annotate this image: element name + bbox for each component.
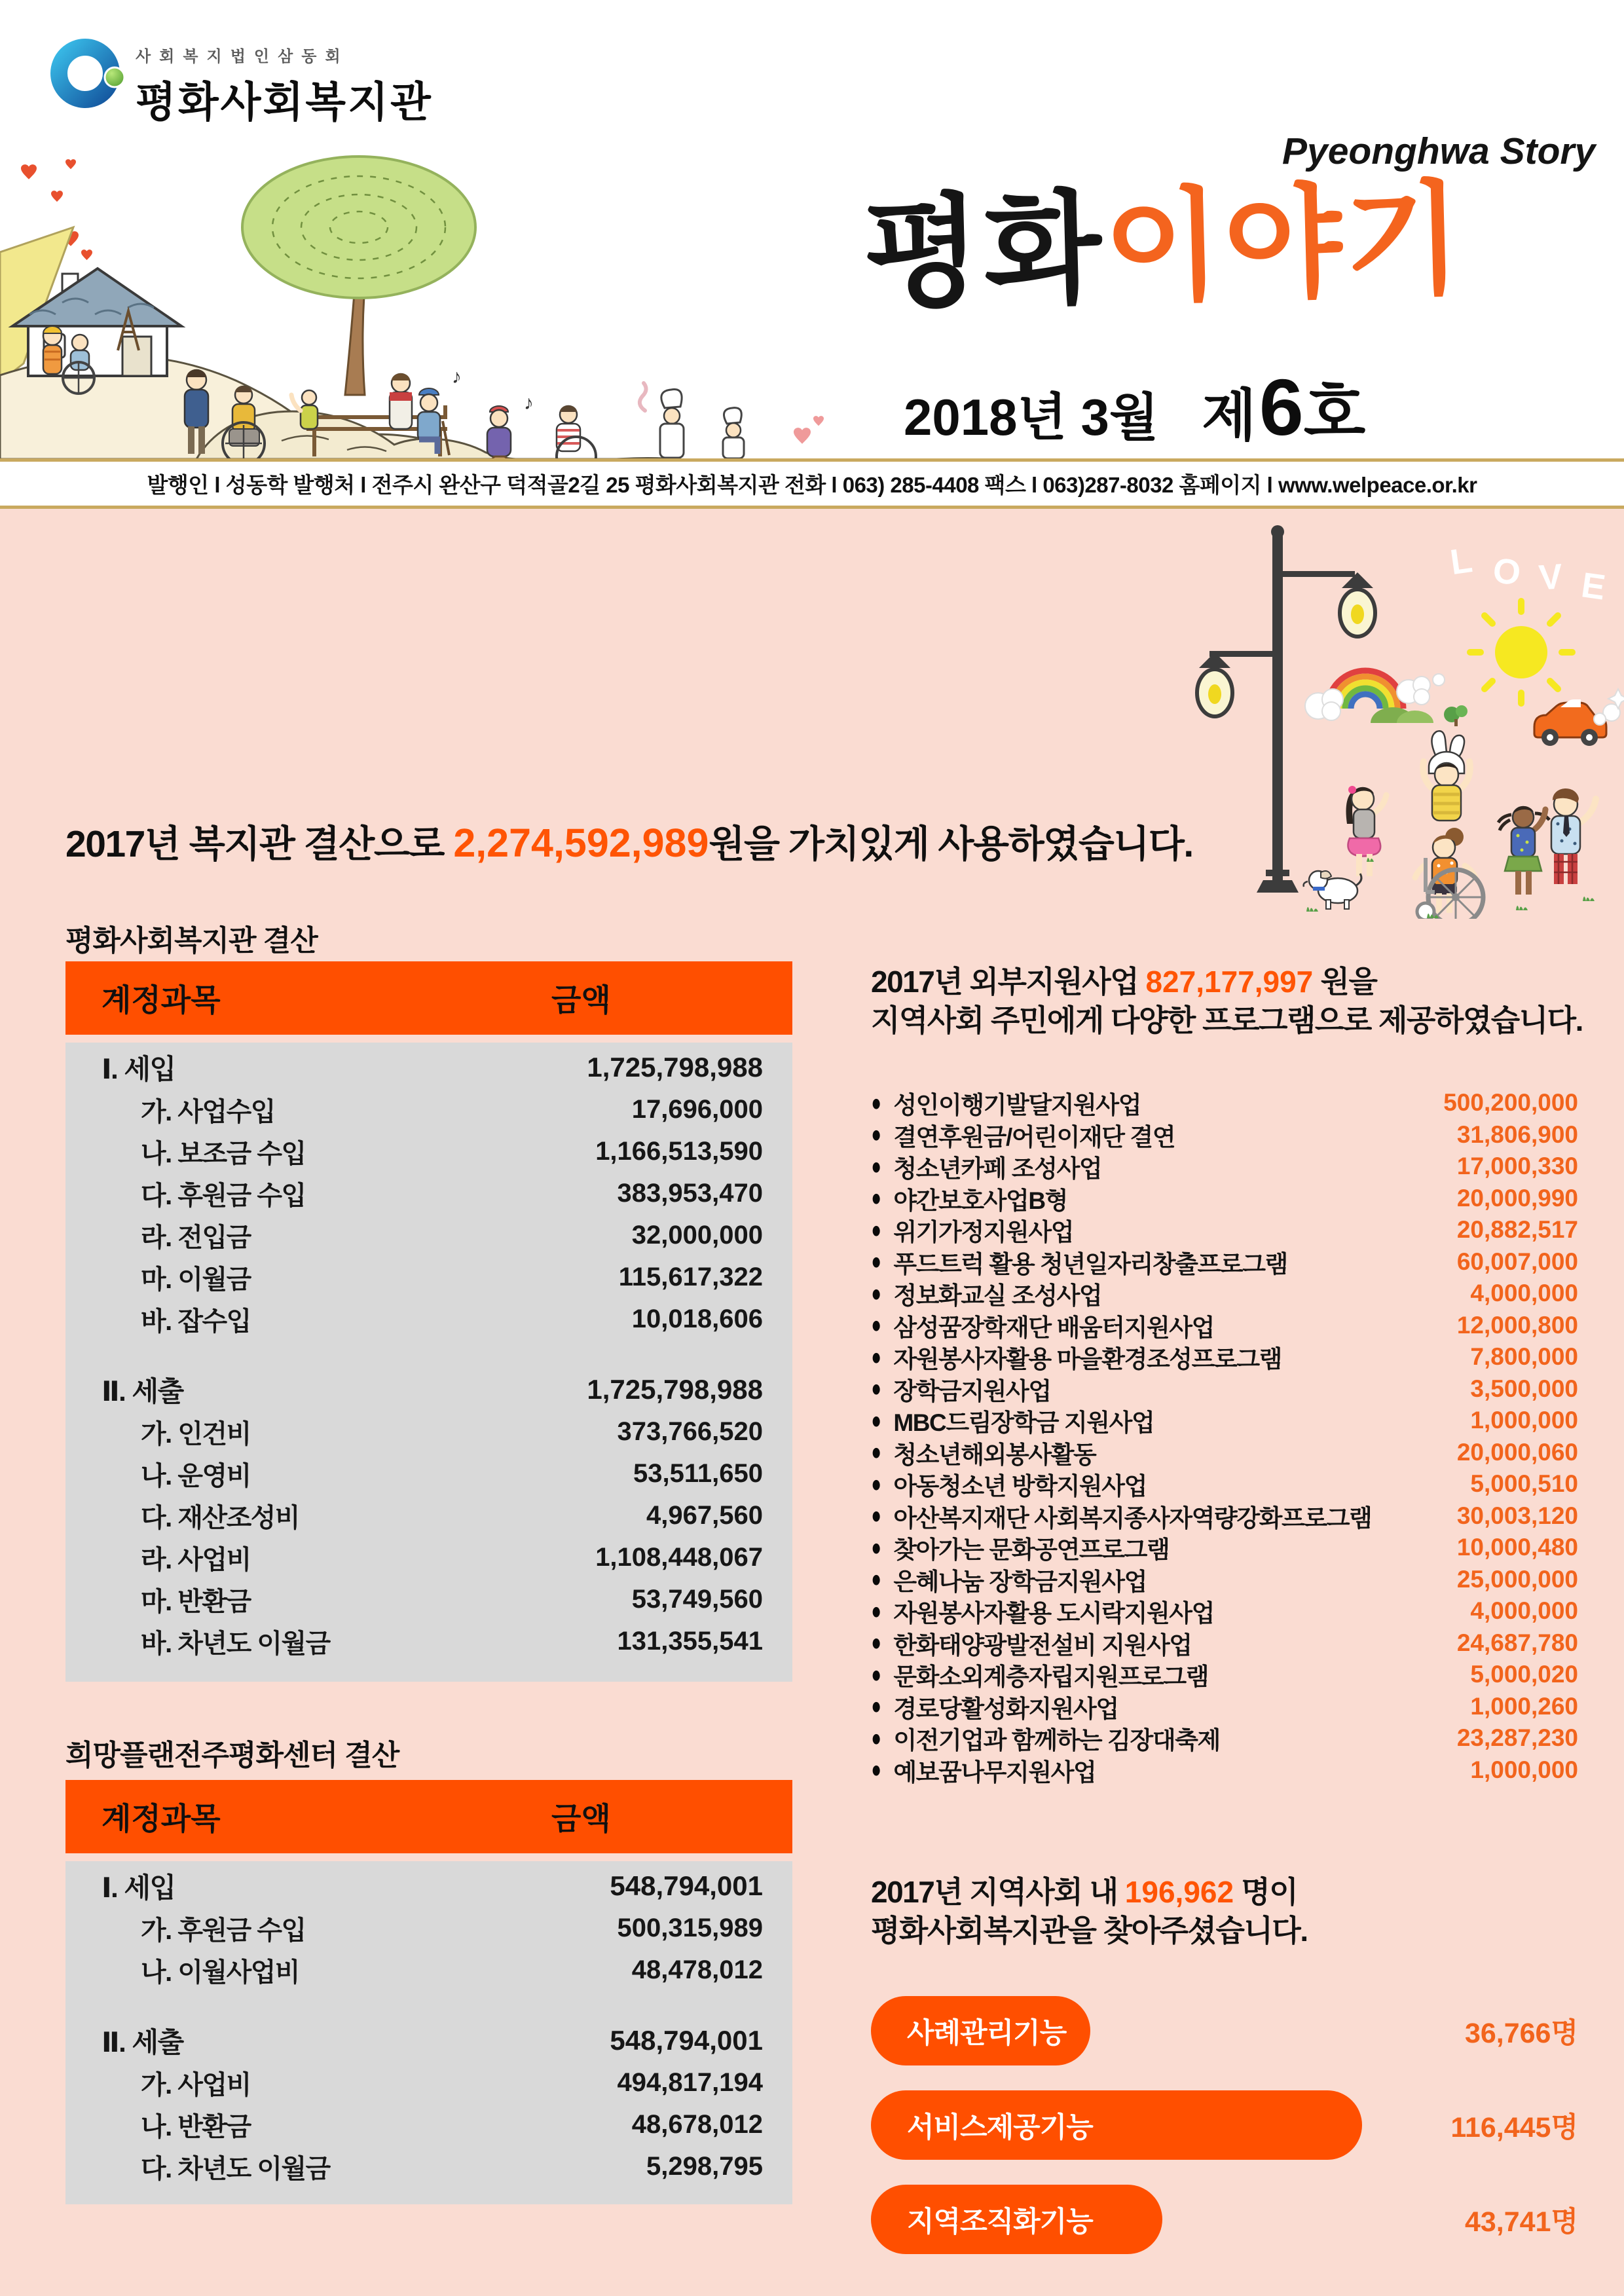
table-row bbox=[65, 1172, 792, 1214]
bullet-icon: ● bbox=[871, 1280, 881, 1306]
project-label: 청소년해외봉사활동 bbox=[893, 1441, 1096, 1468]
account-label: 가. 후원금 수입 bbox=[141, 1916, 306, 1945]
list-item bbox=[871, 1691, 1578, 1723]
masthead-subtitle: Pyeonghwa Story bbox=[1282, 130, 1596, 172]
list-item bbox=[871, 1468, 1578, 1500]
account-label: 다. 차년도 이월금 bbox=[141, 2154, 330, 2183]
account-amount: 383,953,470 bbox=[617, 1178, 763, 1208]
project-label: 결연후원금/어린이재단 결연 bbox=[893, 1123, 1175, 1151]
org-name-large: 평화사회복지관 bbox=[136, 79, 433, 126]
bullet-icon: ● bbox=[871, 1089, 881, 1116]
table-row bbox=[65, 2062, 792, 2103]
wheelchair-girl-figure bbox=[1415, 828, 1483, 919]
bullet-icon: ● bbox=[871, 1502, 881, 1529]
project-label: 예보꿈나무지원사업 bbox=[893, 1758, 1096, 1786]
list-item bbox=[871, 1405, 1578, 1437]
list-item bbox=[871, 1119, 1578, 1151]
svg-text:O: O bbox=[1491, 551, 1523, 593]
function-count: 36,766명 bbox=[1464, 2017, 1578, 2049]
account-label: 나. 반환금 bbox=[141, 2112, 251, 2141]
bullet-icon: ● bbox=[871, 1343, 881, 1370]
table-row bbox=[65, 2020, 792, 2062]
sun-icon bbox=[1470, 601, 1572, 703]
account-amount: 5,298,795 bbox=[646, 2151, 763, 2181]
ext-line1-amount: 827,177,997 bbox=[1145, 965, 1314, 999]
issue-line bbox=[904, 361, 1365, 454]
function-label: 지역조직화기능 bbox=[907, 2206, 1093, 2238]
account-amount: 48,478,012 bbox=[631, 1955, 763, 1984]
bullet-icon: ● bbox=[871, 1311, 881, 1339]
bullet-icon: ● bbox=[871, 1661, 881, 1688]
project-amount: 60,007,000 bbox=[1456, 1248, 1578, 1275]
bullet-icon: ● bbox=[871, 1534, 881, 1561]
girl-braids-figure bbox=[1498, 806, 1549, 895]
project-label: 경로당활성화지원사업 bbox=[893, 1695, 1118, 1722]
bullet-icon: ● bbox=[871, 1724, 881, 1751]
project-label: 위기가정지원사업 bbox=[893, 1219, 1074, 1246]
headline-amount: 2,274,592,989 bbox=[453, 821, 709, 865]
table-row bbox=[65, 1620, 792, 1662]
account-amount: 48,678,012 bbox=[631, 2109, 763, 2139]
col-account: 계정과목 bbox=[101, 1801, 221, 1836]
account-label: 라. 전입금 bbox=[141, 1223, 251, 1252]
table-row bbox=[65, 2103, 792, 2145]
bullet-icon: ● bbox=[871, 1248, 881, 1275]
ext-line2: 지역사회 주민에게 다양한 프로그램으로 제공하였습니다. bbox=[871, 1003, 1583, 1037]
list-item bbox=[871, 1278, 1578, 1310]
list-item bbox=[871, 1722, 1578, 1754]
table-row bbox=[65, 1907, 792, 1949]
list-item bbox=[871, 1310, 1578, 1342]
list-item bbox=[871, 1151, 1578, 1183]
function-row bbox=[871, 1996, 1578, 2065]
project-label: 장학금지원사업 bbox=[893, 1377, 1051, 1405]
table-row bbox=[65, 1214, 792, 1256]
bullet-icon: ● bbox=[871, 1184, 881, 1212]
vis-line1-prefix: 2017년 지역사회 내 bbox=[871, 1875, 1125, 1909]
issue-date: 2018년 3월 bbox=[904, 388, 1159, 446]
account-amount: 1,725,798,988 bbox=[587, 1052, 763, 1083]
list-item bbox=[871, 1595, 1578, 1627]
masthead-title-orange: 이야기 bbox=[1102, 172, 1467, 317]
masthead-title bbox=[861, 141, 1467, 332]
list-item bbox=[871, 1246, 1578, 1278]
project-label: MBC드림장학금 지원사업 bbox=[893, 1409, 1154, 1437]
account-label: 나. 이월사업비 bbox=[141, 1957, 300, 1987]
bunny-hat-boy-figure bbox=[1423, 731, 1470, 821]
vis-line2: 평화사회복지관을 찾아주셨습니다. bbox=[871, 1914, 1308, 1948]
project-amount: 10,000,480 bbox=[1456, 1534, 1578, 1561]
bullet-icon: ● bbox=[871, 1565, 881, 1593]
headline-prefix: 2017년 복지관 결산으로 bbox=[65, 823, 454, 865]
project-amount: 23,287,230 bbox=[1456, 1724, 1578, 1752]
function-row bbox=[871, 2185, 1578, 2254]
project-amount: 30,003,120 bbox=[1456, 1502, 1578, 1529]
project-label: 아산복지재단 사회복지종사자역량강화프로그램 bbox=[893, 1504, 1372, 1532]
project-label: 이전기업과 함께하는 김장대축제 bbox=[893, 1727, 1220, 1754]
table1-body bbox=[65, 1043, 792, 1682]
heart-icon bbox=[794, 416, 824, 444]
project-amount: 1,000,260 bbox=[1470, 1692, 1578, 1720]
table2-body bbox=[65, 1861, 792, 2204]
project-label: 한화태양광발전설비 지원사업 bbox=[893, 1631, 1192, 1659]
project-amount: 20,000,990 bbox=[1456, 1184, 1578, 1212]
issue-ho: 호 bbox=[1303, 377, 1366, 449]
project-amount: 12,000,800 bbox=[1456, 1311, 1578, 1339]
table-row bbox=[65, 1865, 792, 1907]
table-row bbox=[65, 1494, 792, 1536]
account-label: Ⅱ. 세출 bbox=[101, 1376, 183, 1407]
publisher-line: 발행인 l 성동학 발행처 l 전주시 완산구 덕적골2길 25 평화사회복지관 전화 l 063) 285-4408 팩스 l 063)287-8032 홈페이지 l www.welpeace.or.kr bbox=[147, 473, 1477, 497]
table-row bbox=[65, 1046, 792, 1088]
project-amount: 5,000,020 bbox=[1470, 1661, 1578, 1688]
table-row bbox=[65, 1369, 792, 1411]
project-label: 삼성꿈장학재단 배움터지원사업 bbox=[893, 1314, 1214, 1341]
account-label: 가. 인건비 bbox=[141, 1419, 251, 1449]
table-row bbox=[65, 1411, 792, 1453]
table-row bbox=[65, 1088, 792, 1130]
table1-title: 평화사회복지관 결산 bbox=[65, 925, 318, 957]
bullet-icon: ● bbox=[871, 1407, 881, 1434]
function-count: 116,445명 bbox=[1450, 2111, 1578, 2143]
table-row bbox=[65, 1578, 792, 1620]
project-amount: 20,000,060 bbox=[1456, 1438, 1578, 1466]
account-amount: 548,794,001 bbox=[610, 2025, 763, 2056]
account-amount: 500,315,989 bbox=[617, 1913, 763, 1942]
project-label: 문화소외계층자립지원프로그램 bbox=[893, 1663, 1209, 1691]
account-amount: 1,108,448,067 bbox=[595, 1542, 763, 1572]
project-label: 정보화교실 조성사업 bbox=[893, 1282, 1102, 1310]
col-amount: 금액 bbox=[551, 982, 611, 1018]
bullet-icon: ● bbox=[871, 1216, 881, 1243]
account-amount: 53,511,650 bbox=[633, 1458, 763, 1488]
list-item bbox=[871, 1564, 1578, 1596]
project-amount: 20,882,517 bbox=[1456, 1216, 1578, 1244]
account-amount: 115,617,322 bbox=[618, 1262, 763, 1291]
list-item bbox=[871, 1214, 1578, 1246]
tall-boy-figure bbox=[1551, 788, 1596, 884]
col-amount: 금액 bbox=[551, 1801, 611, 1836]
scarf-woman-figure bbox=[390, 373, 412, 429]
list-item bbox=[871, 1659, 1578, 1691]
account-label: 바. 차년도 이월금 bbox=[141, 1629, 330, 1658]
list-item bbox=[871, 1373, 1578, 1405]
ext-line1-prefix: 2017년 외부지원사업 bbox=[871, 965, 1146, 999]
org-name-small: 사회복지법인삼동회 bbox=[136, 48, 349, 65]
girl-pink-skirt-figure bbox=[1346, 786, 1387, 876]
list-item bbox=[871, 1500, 1578, 1532]
account-label: 마. 이월금 bbox=[141, 1265, 251, 1294]
street-lamp-icon bbox=[1197, 525, 1375, 893]
project-label: 찾아가는 문화공연프로그램 bbox=[893, 1536, 1170, 1564]
account-label: 가. 사업수입 bbox=[141, 1097, 275, 1126]
project-label: 야간보호사업B형 bbox=[893, 1187, 1068, 1214]
project-amount: 1,000,000 bbox=[1470, 1756, 1578, 1783]
table2-header bbox=[65, 1780, 792, 1853]
bullet-icon: ● bbox=[871, 1153, 881, 1179]
project-amount: 25,000,000 bbox=[1456, 1565, 1578, 1593]
project-label: 푸드트럭 활용 청년일자리창출프로그램 bbox=[893, 1250, 1287, 1278]
account-amount: 4,967,560 bbox=[646, 1500, 763, 1530]
list-item bbox=[871, 1183, 1578, 1215]
svg-text:V: V bbox=[1537, 557, 1564, 598]
svg-text:♪: ♪ bbox=[524, 392, 534, 414]
account-amount: 1,725,798,988 bbox=[587, 1374, 763, 1405]
chef-icon bbox=[640, 383, 744, 458]
striped-wheelchair-figure bbox=[557, 405, 596, 459]
account-label: 다. 후원금 수입 bbox=[141, 1181, 306, 1210]
account-label: 바. 잡수입 bbox=[141, 1306, 251, 1336]
project-amount: 7,800,000 bbox=[1470, 1343, 1578, 1371]
account-amount: 10,018,606 bbox=[631, 1304, 763, 1333]
list-item bbox=[871, 1754, 1578, 1787]
bullet-icon: ● bbox=[871, 1438, 881, 1466]
project-label: 성인이행기발달지원사업 bbox=[893, 1092, 1141, 1119]
list-item bbox=[871, 1532, 1578, 1564]
headline-suffix: 원을 가치있게 사용하였습니다. bbox=[709, 823, 1193, 865]
visitors-heading bbox=[871, 1873, 1578, 1950]
project-amount: 5,000,510 bbox=[1470, 1470, 1578, 1498]
function-row bbox=[871, 2090, 1578, 2160]
vis-count: 196,962 bbox=[1124, 1875, 1234, 1909]
love-letters-icon bbox=[1448, 540, 1608, 608]
project-amount: 17,000,330 bbox=[1456, 1153, 1578, 1180]
external-project-list bbox=[871, 1087, 1578, 1786]
svg-text:L: L bbox=[1447, 540, 1475, 583]
account-label: 나. 보조금 수입 bbox=[141, 1139, 306, 1168]
list-item bbox=[871, 1627, 1578, 1659]
org-logo bbox=[49, 34, 433, 129]
function-pill bbox=[871, 2185, 1162, 2254]
function-pill bbox=[871, 1996, 1090, 2065]
col-account: 계정과목 bbox=[101, 982, 221, 1018]
car-icon bbox=[1534, 689, 1624, 746]
masthead-title-black: 평화 bbox=[861, 181, 1106, 323]
tree-icon bbox=[242, 157, 475, 395]
children-love-illustration bbox=[1149, 516, 1624, 919]
vis-line1-suffix: 명이 bbox=[1234, 1875, 1298, 1909]
list-item bbox=[871, 1341, 1578, 1373]
project-label: 아동청소년 방학지원사업 bbox=[893, 1473, 1147, 1500]
external-support-heading bbox=[871, 963, 1583, 1040]
project-label: 청소년카페 조성사업 bbox=[893, 1155, 1102, 1183]
table-row bbox=[65, 1256, 792, 1298]
table-row bbox=[65, 1130, 792, 1172]
project-amount: 24,687,780 bbox=[1456, 1629, 1578, 1656]
bullet-icon: ● bbox=[871, 1692, 881, 1720]
table-row bbox=[65, 1536, 792, 1578]
account-amount: 17,696,000 bbox=[631, 1094, 763, 1124]
bullet-icon: ● bbox=[871, 1629, 881, 1656]
project-amount: 31,806,900 bbox=[1456, 1120, 1578, 1148]
list-item bbox=[871, 1437, 1578, 1469]
project-label: 자원봉사자활용 도시락지원사업 bbox=[893, 1600, 1214, 1627]
bullet-icon: ● bbox=[871, 1756, 881, 1783]
svg-text:E: E bbox=[1579, 565, 1608, 608]
table-row bbox=[65, 1949, 792, 1991]
project-label: 은혜나눔 장학금지원사업 bbox=[893, 1568, 1147, 1595]
table-row bbox=[65, 1298, 792, 1340]
function-pill bbox=[871, 2090, 1362, 2160]
main-headline bbox=[65, 814, 1193, 868]
account-label: 나. 운영비 bbox=[141, 1461, 251, 1491]
issue-number: 6 bbox=[1259, 363, 1304, 452]
project-amount: 1,000,000 bbox=[1470, 1407, 1578, 1434]
project-amount: 4,000,000 bbox=[1470, 1280, 1578, 1307]
bullet-icon: ● bbox=[871, 1375, 881, 1402]
table-row bbox=[65, 1453, 792, 1494]
account-amount: 32,000,000 bbox=[631, 1220, 763, 1250]
account-amount: 1,166,513,590 bbox=[595, 1136, 763, 1166]
account-label: 라. 사업비 bbox=[141, 1545, 251, 1574]
function-count: 43,741명 bbox=[1464, 2206, 1578, 2238]
list-item bbox=[871, 1087, 1578, 1119]
account-amount: 131,355,541 bbox=[617, 1626, 763, 1656]
svg-text:♪: ♪ bbox=[452, 366, 462, 388]
bullet-icon: ● bbox=[871, 1470, 881, 1497]
account-label: Ⅰ. 세입 bbox=[101, 1054, 175, 1084]
function-label: 서비스제공기능 bbox=[907, 2111, 1093, 2143]
community-hand-illustration bbox=[0, 154, 838, 459]
dog-icon bbox=[1304, 871, 1361, 909]
function-label: 사례관리기능 bbox=[907, 2017, 1067, 2049]
account-amount: 494,817,194 bbox=[617, 2067, 763, 2097]
account-label: 가. 사업비 bbox=[141, 2070, 251, 2100]
account-label: Ⅱ. 세출 bbox=[101, 2027, 183, 2058]
project-amount: 500,200,000 bbox=[1443, 1089, 1578, 1117]
project-amount: 3,500,000 bbox=[1470, 1375, 1578, 1402]
table1-header bbox=[65, 961, 792, 1035]
issue-je: 제 bbox=[1202, 384, 1257, 447]
account-label: 마. 반환금 bbox=[141, 1587, 251, 1616]
org-logo-ring-icon bbox=[49, 34, 126, 113]
drummer-figure bbox=[487, 392, 534, 459]
account-amount: 373,766,520 bbox=[617, 1416, 763, 1446]
hill-icon bbox=[1371, 705, 1467, 726]
project-amount: 4,000,000 bbox=[1470, 1597, 1578, 1625]
account-label: 다. 재산조성비 bbox=[141, 1503, 300, 1532]
ext-line1-suffix: 원을 bbox=[1313, 965, 1377, 999]
table-row bbox=[65, 2145, 792, 2187]
account-amount: 548,794,001 bbox=[610, 1870, 763, 1901]
function-stats bbox=[871, 1996, 1578, 2279]
bullet-icon: ● bbox=[871, 1120, 881, 1148]
bullet-icon: ● bbox=[871, 1597, 881, 1624]
account-label: Ⅰ. 세입 bbox=[101, 1872, 175, 1903]
table2-title: 희망플랜전주평화센터 결산 bbox=[65, 1739, 399, 1771]
account-amount: 53,749,560 bbox=[631, 1584, 763, 1614]
project-label: 자원봉사자활용 마을환경조성프로그램 bbox=[893, 1346, 1282, 1373]
